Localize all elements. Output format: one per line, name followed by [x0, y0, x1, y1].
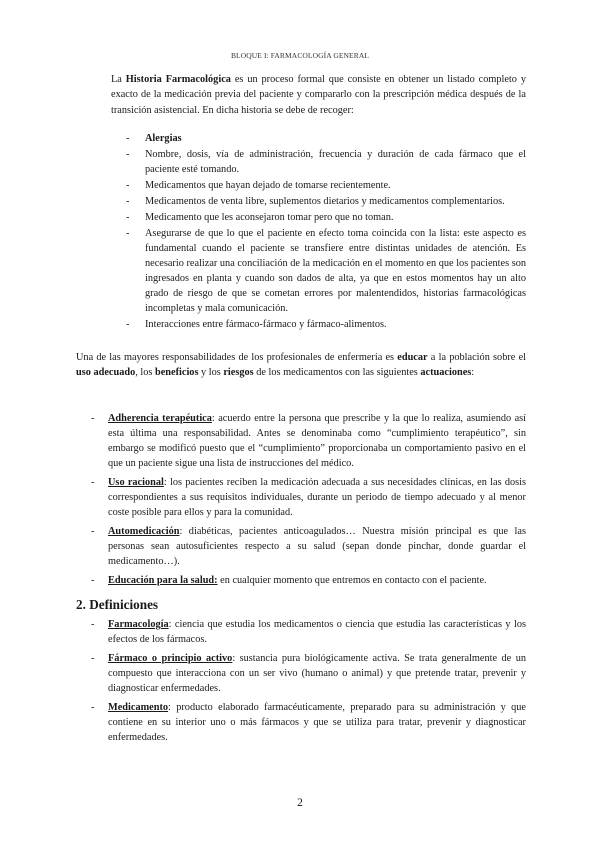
list-dash: -: [126, 196, 130, 207]
item-text: Medicamentos de venta libre, suplementos dietarios y medicamentos complementarios.: [145, 196, 505, 207]
list-dash: -: [91, 413, 95, 424]
actuacion-item: [91, 524, 526, 569]
responsabilidad-paragraph: Una de las mayores responsabilidades de los profesionales de enfermería es educar a la población sobre el uso adecuado, los beneficios y los riesgos de los medicamentos con las siguientes actuaciones:: [76, 352, 527, 379]
list-dash: -: [126, 149, 130, 160]
list-dash: -: [126, 319, 130, 330]
list-dash: -: [126, 228, 130, 239]
recoger-item: [126, 210, 526, 225]
list-dash: -: [91, 653, 95, 664]
item-text: : producto elaborado farmacéuticamente, preparado para su administración y que contiene en su interior uno o más fármacos y que se utiliza para tratar, prevenir y diagnosticar enfermedades.: [108, 702, 526, 743]
list-dash: -: [126, 133, 130, 144]
list-dash: -: [126, 180, 130, 191]
term-label: Alergias: [145, 133, 182, 144]
term-label: Farmacología: [108, 619, 169, 630]
actuaciones-list: [91, 411, 526, 592]
item-text: : ciencia que estudia los medicamentos o ciencia que estudia las características y los efectos de los fármacos.: [108, 619, 526, 645]
definicion-item: [91, 700, 526, 745]
list-dash: -: [126, 212, 130, 223]
actuacion-item: [91, 411, 526, 471]
term-label: Adherencia terapéutica: [108, 413, 212, 424]
historia-paragraph: La Historia Farmacológica es un proceso formal que consiste en obtener un listado completo y exacto de la medicación previa del paciente y compararlo con la prescripción médica después de la transición asistencial. En dicha historia se debe de recoger:: [111, 74, 526, 116]
list-dash: -: [91, 702, 95, 713]
recoger-item: [126, 178, 526, 193]
term-label: Fármaco o principio activo: [108, 653, 233, 664]
term-label: Medicamento: [108, 702, 169, 713]
list-dash: -: [91, 477, 95, 488]
definicion-item: [91, 617, 526, 647]
item-text: Medicamentos que hayan dejado de tomarse recientemente.: [145, 180, 391, 191]
item-text: : sustancia pura biológicamente activa. Se trata generalmente de un compuesto que interacciona con un ser vivo (humano o animal) y que pretende tratar, prevenir y diagnosticar enfermedades.: [108, 653, 526, 694]
term-label: Educación para la salud:: [108, 575, 218, 586]
actuacion-item: [91, 573, 526, 588]
recoger-item: [126, 194, 526, 209]
item-text: : diabéticas, pacientes anticoagulados… Nuestra misión principal es que las personas sean autosuficientes respecto a su salud (sepan donde pinchar, donde guardar el medicamento…).: [108, 526, 526, 567]
recoger-item: [126, 317, 526, 332]
item-text: Asegurarse de que lo que el paciente en efecto toma coincida con la lista: este aspecto es fundamental cuando el paciente se transfiere entre distintas unidades de atención. Es necesario realizar una conciliación de la medicación en el momento en que los pacientes son ingresados en planta y cuando son dados de alta, ya que en estos momentos hay un alto grado de riesgo de que se cometan errores por malentendidos, historias farmacológicas incompletas y mala comunicación.: [145, 228, 526, 314]
item-text: Interacciones entre fármaco-fármaco y fármaco-alimentos.: [145, 319, 387, 330]
recoger-item: [126, 147, 526, 177]
recoger-item: [126, 131, 526, 146]
item-text: : acuerdo entre la persona que prescribe y la que lo realiza, asumiendo así esta última una responsabilidad. Antes se denominaba como “cumplimiento terapéutico”, sin embargo se modificó puesto que el “cumplimiento” proporcionaba un comportamiento pasivo en el que un paciente sigue una lista de instrucciones del médico.: [108, 413, 527, 469]
definicion-item: [91, 651, 526, 696]
page-number: 2: [297, 797, 303, 809]
item-text: Nombre, dosis, vía de administración, frecuencia y duración de cada fármaco que el paciente esté tomando.: [145, 149, 526, 175]
list-dash: -: [91, 619, 95, 630]
historia-term: Historia Farmacológica: [125, 74, 231, 85]
recoger-list: [126, 131, 526, 333]
item-text: Medicamento que les aconsejaron tomar pero que no toman.: [145, 212, 394, 223]
term-label: Automedicación: [108, 526, 180, 537]
list-dash: -: [91, 526, 95, 537]
definiciones-list: [91, 617, 526, 749]
recoger-item: [126, 226, 526, 316]
section-heading-definiciones: 2. Definiciones: [76, 597, 159, 612]
actuacion-item: [91, 475, 526, 520]
list-dash: -: [91, 575, 95, 586]
term-label: Uso racional: [108, 477, 164, 488]
page-header: BLOQUE I: FARMACOLOGÍA GENERAL: [230, 51, 370, 60]
item-text: : los pacientes reciben la medicación adecuada a sus necesidades clínicas, en las dosis correspondientes a sus requisitos individuales, durante un periodo de tiempo adecuado y al menor coste posible para ellos y para la comunidad.: [108, 477, 526, 518]
item-text: en cualquier momento que entremos en contacto con el paciente.: [217, 575, 487, 586]
